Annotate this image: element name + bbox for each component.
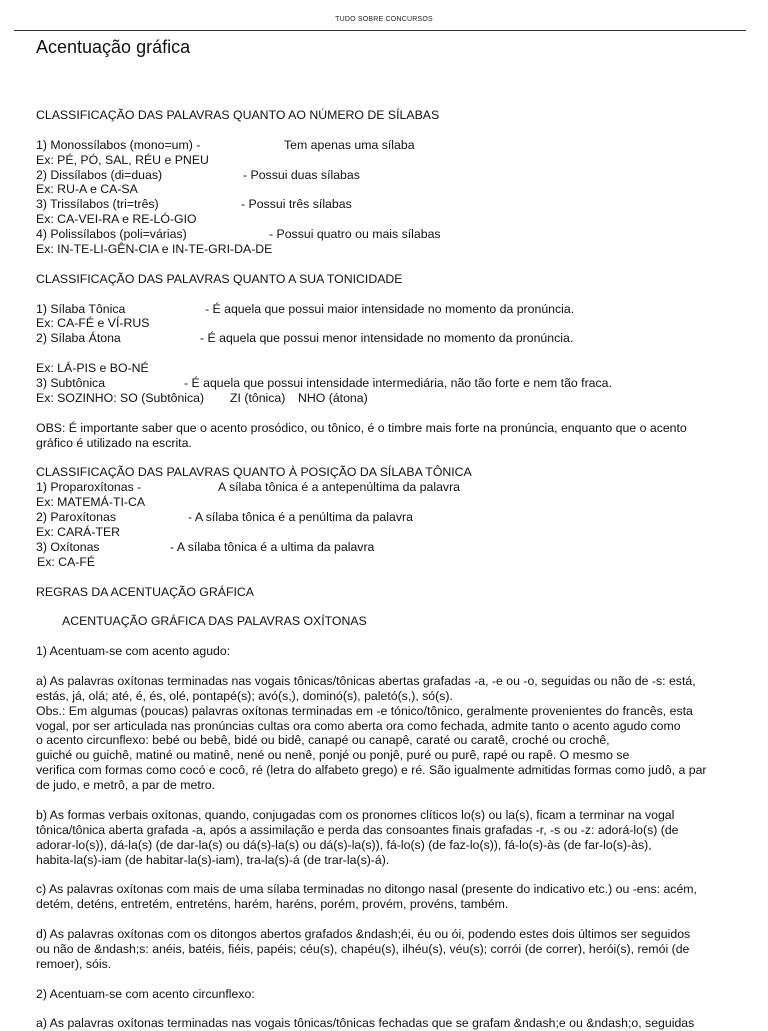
paragraph-line: o acento circunflexo: bebé ou bebê, bidé ou bidê, canapé ou canapê, caraté ou caratê, croché ou crochê,: [36, 733, 610, 748]
paragraph-line: remoer), sóis.: [36, 956, 112, 971]
list-item: 1) Proparoxítonas - A sílaba tônica é a antepenúltima da palavra: [36, 480, 461, 495]
paragraph-line: verifica com formas como cocó e cocô, ré (letra do alfabeto grego) e ré. São igualmente admitidas formas como judô, a par: [36, 763, 707, 778]
section-heading-syllables: CLASSIFICAÇÃO DAS PALAVRAS QUANTO AO NÚMERO DE SÍLABAS: [36, 108, 440, 122]
observation-line: OBS: É importante saber que o acento prosódico, ou tônico, é o timbre mais forte na pronúncia, enquanto que o acento: [36, 420, 687, 435]
example-line: Ex: MATEMÁ-TI-CA: [36, 495, 146, 510]
paragraph-line: vogal, por ser articulada nas pronúncias cultas ora como aberta ora como fechada, admite tanto o acento agudo como: [36, 718, 681, 733]
paragraph-line: a) As palavras oxítonas terminadas nas vogais tônicas/tônicas abertas grafadas -a, -e ou -o, seguidas ou não de -s: está,: [36, 673, 696, 688]
paragraph-line: adorar-lo(s)), dá-la(s) (de dar-la(s) ou dá(s)-la(s) ou dá(s)-la(s)), fá-lo(s) (de faz-lo(s)), fá-lo(s)-às (de far-lo(s)-às),: [36, 837, 652, 852]
paragraph-line: a) As palavras oxítonas terminadas nas vogais tônicas/tônicas fechadas que se grafam &ndash;e ou &ndash;o, seguidas: [36, 1016, 695, 1031]
list-item: 2) Dissílabos (di=duas) - Possui duas sílabas: [36, 167, 360, 182]
document-body: [36, 108, 746, 1031]
section-heading-tonicity: CLASSIFICAÇÃO DAS PALAVRAS QUANTO A SUA TONICIDADE: [36, 271, 403, 286]
rule-heading: 1) Acentuam-se com acento agudo:: [36, 644, 231, 659]
example-line: Ex: RU-A e CA-SA: [36, 182, 138, 197]
list-item: 3) Subtônica - É aquela que possui intensidade intermediária, não tão forte e nem tão fraca.: [36, 376, 612, 391]
example-line: Ex: CA-FÉ e VÍ-RUS: [36, 316, 150, 331]
example-line: Ex: IN-TE-LI-GÊN-CIA e IN-TE-GRI-DA-DE: [36, 242, 273, 257]
example-line: Ex: LÁ-PIS e BO-NÉ: [36, 361, 149, 376]
list-item: 2) Sílaba Átona - É aquela que possui menor intensidade no momento da pronúncia.: [36, 331, 574, 346]
section-heading-stress-position: CLASSIFICAÇÃO DAS PALAVRAS QUANTO À POSIÇÃO DA SÍLABA TÔNICA: [36, 465, 472, 480]
list-item: 1) Sílaba Tônica - É aquela que possui maior intensidade no momento da pronúncia.: [36, 301, 575, 316]
paragraph-line: guiché ou guichê, matiné ou matinê, nené ou nenê, ponjé ou ponjê, puré ou purê, rapé ou rapê. O mesmo se: [36, 748, 630, 763]
example-line: Ex: SOZINHO: SO (Subtônica) ZI (tônica) NHO (átona): [36, 390, 368, 405]
example-line: Ex: CARÁ-TER: [36, 524, 121, 539]
paragraph-line: detém, deténs, entretém, entreténs, harém, haréns, porém, provém, provéns, também.: [36, 897, 509, 912]
paragraph-line: tônica/tônica aberta grafada -a, após a assimilação e perda das consoantes finais grafadas -r, -s ou -z: adorá-lo(s) (de: [36, 822, 679, 837]
example-line: Ex: PÉ, PÓ, SAL, RÉU e PNEU: [36, 152, 209, 167]
list-item: 3) Trissílabos (tri=três) - Possui três sílabas: [36, 197, 352, 212]
example-line: Ex: CA-FÉ: [37, 554, 96, 569]
paragraph-line: ou não de &ndash;s: anéis, batéis, fiéis, papéis; céu(s), chapéu(s), ilhéu(s), véu(s); corrói (de correr), herói(s), remói (de: [36, 941, 690, 956]
paragraph-line: c) As palavras oxítonas com mais de uma sílaba terminadas no ditongo nasal (presente do indicativo etc.) ou -ens: acém,: [36, 882, 697, 897]
paragraph-line: b) As formas verbais oxítonas, quando, conjugadas com os pronomes clíticos lo(s) ou la(s), ficam a terminar na vogal: [36, 807, 675, 822]
list-item: 2) Paroxítonas - A sílaba tônica é a penúltima da palavra: [36, 510, 413, 525]
page-header: TUDO SOBRE CONCURSOS: [335, 16, 433, 23]
rule-heading: 2) Acentuam-se com acento circunflexo:: [36, 986, 255, 1001]
header-divider: [14, 30, 746, 31]
section-heading-rules: REGRAS DA ACENTUAÇÃO GRÁFICA: [36, 584, 254, 599]
document-title: Acentuação gráfica: [36, 37, 191, 57]
example-line: Ex: CA-VEI-RA e RE-LÓ-GIO: [36, 212, 197, 227]
list-item: 4) Polissílabos (poli=várias) - Possui quatro ou mais sílabas: [36, 227, 441, 242]
paragraph-line: d) As palavras oxítonas com os ditongos abertos grafados &ndash;éi, éu ou ói, podendo estes dois últimos ser seguidos: [36, 926, 691, 941]
observation-line: gráfico é utilizado na escrita.: [36, 435, 192, 450]
paragraph-line: estás, já, olá; até, é, és, olé, pontapé(s); avó(s,), dominó(s), paletó(s,), só(s).: [36, 688, 453, 703]
list-item: 1) Monossílabos (mono=um) - Tem apenas uma sílaba: [36, 137, 415, 152]
list-item: 3) Oxítonas - A sílaba tônica é a ultima da palavra: [36, 539, 375, 554]
paragraph-line: habita-la(s)-iam (de habitar-la(s)-iam), tra-la(s)-á (de trar-la(s)-á).: [36, 852, 390, 867]
paragraph-line: Obs.: Em algumas (poucas) palavras oxítonas terminadas em -e tónico/tônico, geralmente provenientes do francês, esta: [36, 703, 693, 718]
subsection-heading-oxytones: ACENTUAÇÃO GRÁFICA DAS PALAVRAS OXÍTONAS: [62, 614, 367, 629]
paragraph-line: de judo, e metrô, a par de metro.: [36, 778, 216, 793]
